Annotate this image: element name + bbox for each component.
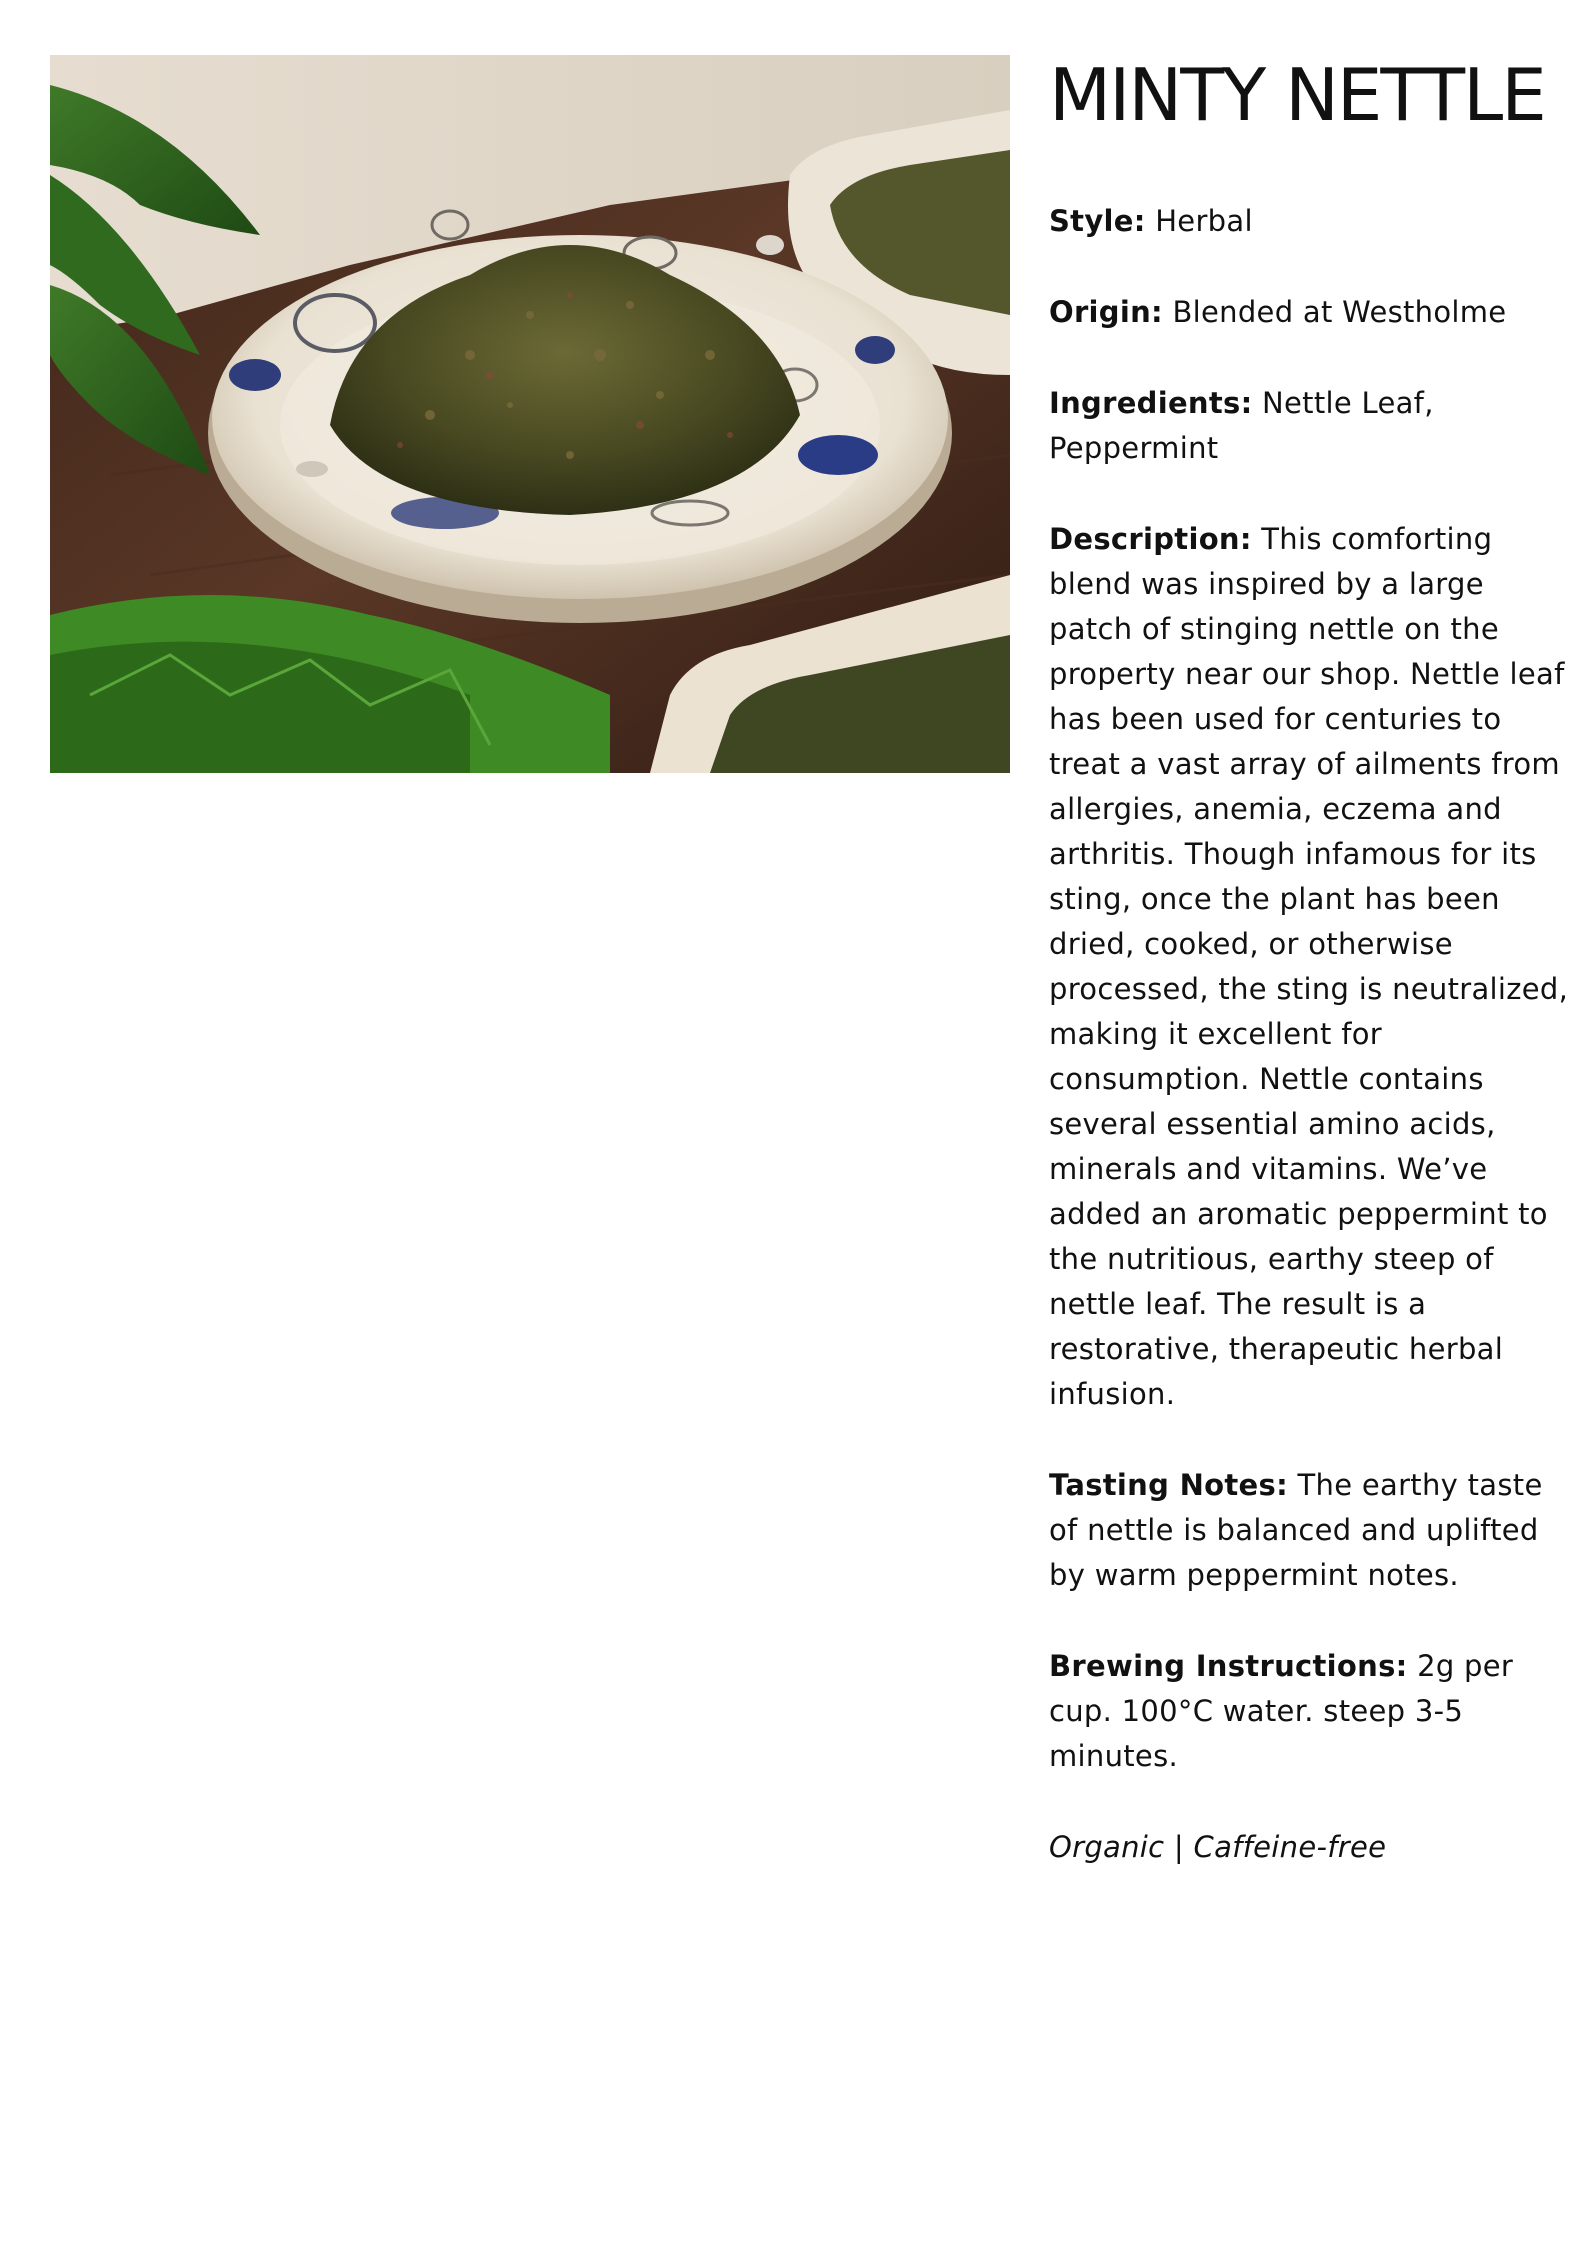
description-attribute	[1049, 517, 1569, 1417]
ingredients-value: Nettle Leaf, Peppermint	[1049, 386, 1434, 465]
product-tags: Organic | Caffeine-free	[1049, 1830, 1387, 1864]
tea-photo-illustration	[50, 55, 1010, 773]
product-details	[1049, 55, 1569, 1870]
origin-value: Blended at Westholme	[1172, 295, 1507, 329]
ingredients-attribute	[1049, 381, 1569, 471]
style-value: Herbal	[1155, 204, 1253, 238]
tasting-notes-label: Tasting Notes:	[1049, 1468, 1288, 1502]
brewing-attribute	[1049, 1644, 1569, 1779]
product-title: MINTY NETTLE	[1049, 53, 1545, 137]
tasting-notes-attribute	[1049, 1463, 1569, 1598]
origin-attribute	[1049, 290, 1569, 335]
brewing-label: Brewing Instructions:	[1049, 1649, 1408, 1683]
product-image	[50, 55, 1010, 773]
attribute-list	[1049, 199, 1569, 1870]
tasting-notes-value: The earthy taste of nettle is balanced and uplifted by warm peppermint notes.	[1049, 1468, 1543, 1592]
description-label: Description:	[1049, 522, 1252, 556]
ingredients-label: Ingredients:	[1049, 386, 1253, 420]
origin-label: Origin:	[1049, 295, 1163, 329]
brewing-value: 2g per cup. 100°C water. steep 3-5 minutes.	[1049, 1649, 1514, 1773]
style-label: Style:	[1049, 204, 1146, 238]
description-value: This comforting blend was inspired by a large patch of stinging nettle on the property near our shop. Nettle leaf has been used for centuries to treat a vast array of ailments from allergies, anemia, eczema and arthritis. Though infamous for its sting, once the plant has been dried, cooked, or otherwise processed, the sting is neutralized, making it excellent for consumption. Nettle contains several essential amino acids, minerals and vitamins. We’ve added an aromatic peppermint to the nutritious, earthy steep of nettle leaf. The result is a restorative, therapeutic herbal infusion.	[1049, 522, 1569, 1411]
style-attribute	[1049, 199, 1569, 244]
